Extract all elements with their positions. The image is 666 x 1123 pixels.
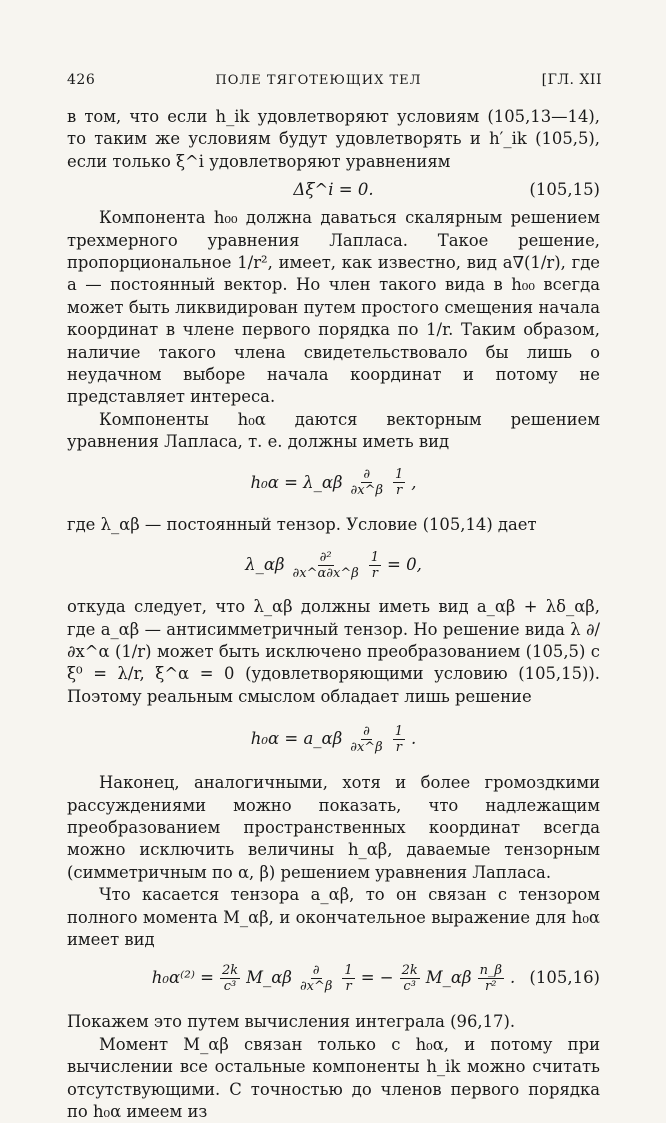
paragraph-8: Покажем это путем вычисления интеграла (96,17). [67,1012,516,1032]
fraction-denominator: r [371,565,378,581]
paragraph-1: в том, что если h_ik удовлетворяют условиям (105,13—14), то таким же условиям будут удовлетворять и h′_ik (105,5), если только ξ^i удовлетворяют уравнениям [67,107,600,171]
equation-text: Δξ^i = 0. [293,180,374,200]
fraction-2k-over-c3 [220,963,240,994]
fraction-denominator: ∂x^β [350,739,383,755]
paragraph-7: Что касается тензора a_αβ, то он связан с тензором полного момента M_αβ, и окончательное выражение для h₀α имеет вид [67,885,600,949]
fraction-numerator: 2k [221,962,239,978]
paragraph-6: Наконец, аналогичными, хотя и более громоздкими рассуждениями можно показать, что надлежащим преобразованием пространственных координат всегда можно исключить величины h_αβ, даваемые тензорным (симметричным по α, β) решением уравнения Лапласа. [67,773,600,882]
equation-lhs: h₀α = λ_αβ [250,472,343,492]
paragraph-2: Компонента h₀₀ должна даваться скалярным решением трехмерного уравнения Лапласа. Такое решение, пропорциональное 1/r², имеет, как известно, вид a∇(1/r), где a — постоянный вектор. Но член такого вида в h₀₀ всегда может быть ликвидирован путем простого смещения начала координат в члене первого порядка по 1/r. Таким образом, наличие такого члена свидетельствовало бы лишь о неудачном выборе начала координат и потому не представляет интереса. [67,208,600,407]
fraction-numerator: ∂ [363,723,370,739]
fraction-denominator: ∂x^α∂x^β [292,565,359,581]
fraction-numerator: 1 [395,467,404,483]
fraction-denominator: r [396,483,403,499]
fraction-one-over-r [393,724,405,755]
fraction-denominator: r² [485,978,497,994]
equation-number: (105,16) [529,968,600,988]
moment-tensor: M_αβ [246,968,292,988]
fraction-derivative [348,724,384,755]
fraction-2k-over-c3 [400,963,420,994]
fraction-derivative [298,963,334,994]
fraction-numerator: 1 [344,962,353,978]
equation-105-16 [67,955,600,1001]
page-body [67,106,600,1123]
equation-lhs: h₀α = a_αβ [250,729,343,749]
fraction-derivative [349,467,385,498]
equation-tail: = 0, [387,555,422,575]
equation-tail: . [509,968,516,988]
fraction-numerator: 1 [370,549,380,565]
fraction-numerator: 2k [401,962,418,978]
running-header [67,72,602,88]
equation-tail: . [410,729,417,749]
fraction-numerator: 1 [394,723,403,739]
equation-h0a-antisymmetric [67,716,600,762]
paragraph-5: откуда следует, что λ_αβ должны иметь вид a_αβ + λδ_αβ, где a_αβ — антисимметричный тензор. Но решение вида λ ∂/∂x^α (1/r) может быть исключено преобразованием (105,5) с ξ⁰ = λ/r, ξ^α = 0 (удовлетворяющими условию (105,15)). Поэтому реальным смыслом обладает лишь решение [67,597,600,706]
equation-equals-minus: = − [360,968,394,988]
fraction-numerator: ∂ [312,962,320,978]
fraction-one-over-r [393,467,405,498]
fraction-denominator: c³ [403,978,416,994]
chapter-reference: [ГЛ. XII [541,72,602,88]
fraction-numerator: ∂ [363,467,371,483]
page-number: 426 [67,72,96,88]
fraction-one-over-r [369,550,381,581]
equation-105-15 [67,173,600,207]
equation-lhs: λ_αβ [245,555,285,575]
equation-number: (105,15) [529,180,600,200]
paragraph-9: Момент M_αβ связан только с h₀α, и потому при вычислении все остальные компоненты h_ik можно считать отсутствующими. С точностью до членов первого порядка по h₀α имеем из [67,1034,600,1121]
fraction-one-over-r [342,963,354,994]
fraction-denominator: ∂x^β [299,978,333,994]
fraction-n-over-r2 [478,963,504,994]
fraction-denominator: c³ [223,978,237,994]
fraction-numerator: n_β [479,962,502,978]
equation-h0a-lambda [67,460,600,506]
equation-tail: , [411,472,417,492]
moment-tensor: M_αβ [425,968,472,988]
fraction-denominator: r [345,978,352,994]
fraction-numerator: ∂² [319,549,332,565]
fraction-denominator: r [395,739,402,755]
chapter-title: ПОЛЕ ТЯГОТЕЮЩИХ ТЕЛ [215,73,422,88]
paragraph-4: где λ_αβ — постоянный тензор. Условие (105,14) дает [67,514,537,534]
equation-lhs: h₀α⁽²⁾ = [151,968,214,988]
fraction-second-derivative [291,550,361,581]
equation-lambda-condition [67,542,600,588]
paragraph-3: Компоненты h₀α даются векторным решением уравнения Лапласа, т. е. должны иметь вид [67,409,600,452]
fraction-denominator: ∂x^β [350,483,384,499]
